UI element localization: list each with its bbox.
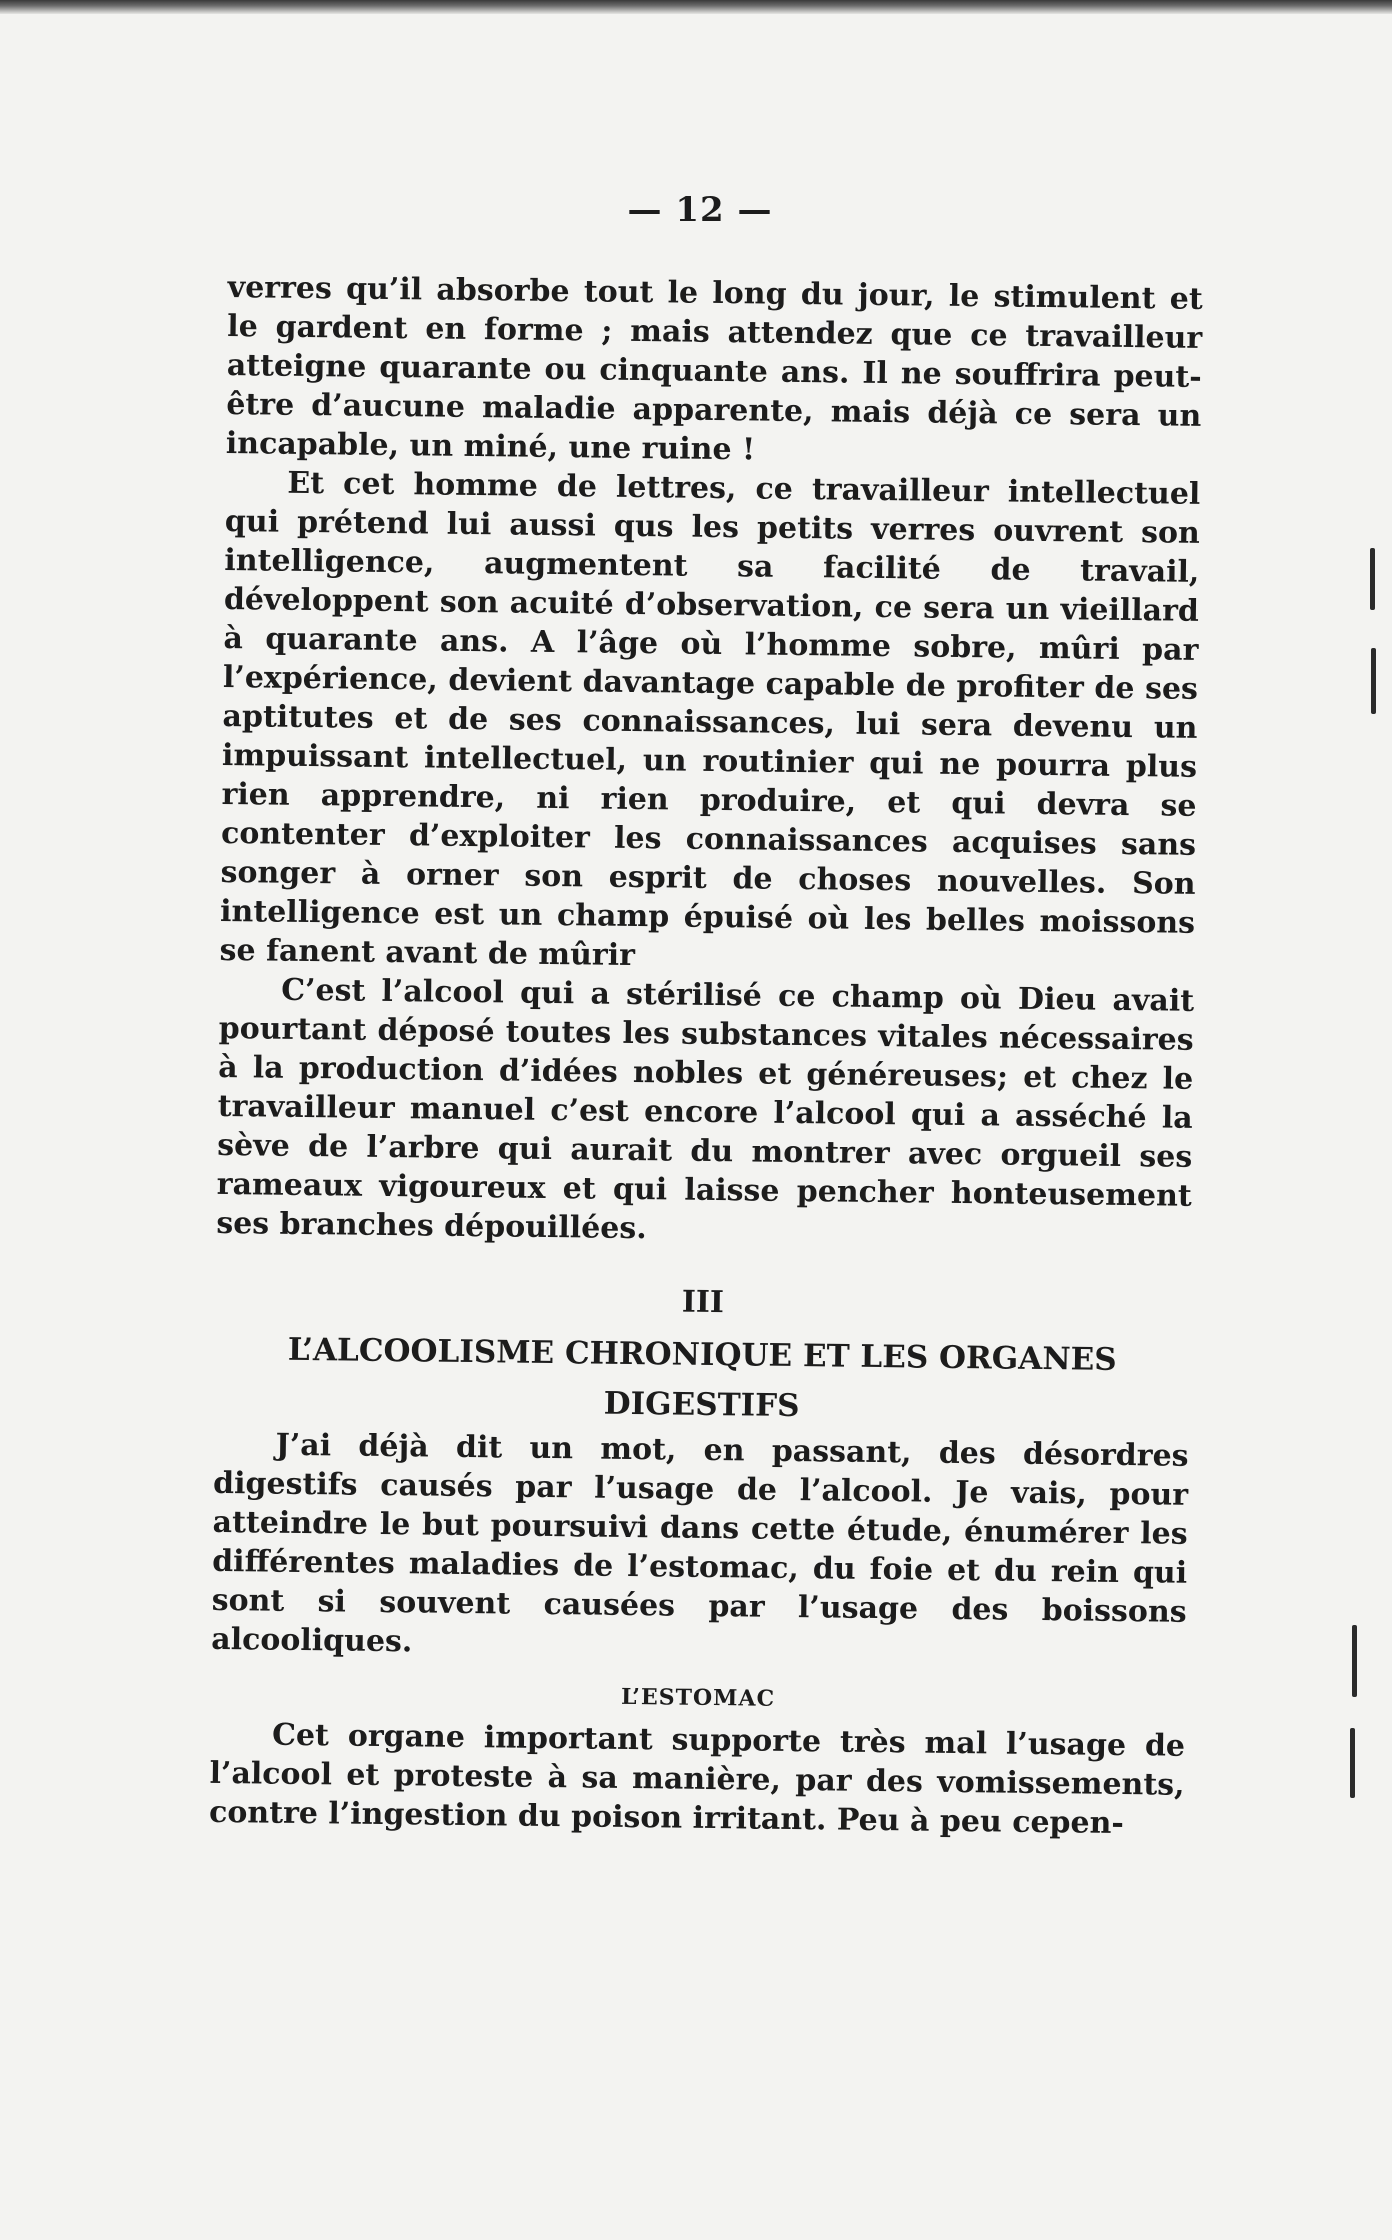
body-text <box>209 268 1203 1844</box>
section-title-line-2: DIGESTIFS <box>603 1385 800 1425</box>
paragraph-4: J’ai déjà dit un mot, en passant, des désordres digestifs causés par l’usage de l’alcool. Je vais, pour atteindre le but poursuivi dans cette étude, énumérer les différentes maladies de l’estomac, du foie et du rein qui sont si souvent causées par l’usage des boissons alcooliques. <box>211 1427 1189 1660</box>
margin-mark-3 <box>1352 1625 1357 1697</box>
book-page <box>200 160 1203 2160</box>
paragraph-5: Cet organe important supporte très mal l’usage de l’alcool et proteste à sa manière, par des vomissements, contre l’ingestion du poison irritant. Peu à peu cepen- <box>208 1717 1186 1842</box>
paragraph-3: C’est l’alcool qui a stérilisé ce champ où Dieu avait pourtant déposé toutes les substances vitales nécessaires à la production d’idées nobles et généreuses; et chez le travailleur manuel c’est encore l’alcool qui a asséché la sève de l’arbre qui aurait du montrer avec orgueil ses rameaux vigoureux et qui laisse pencher honteusement ses branches dépouillées. <box>216 972 1195 1247</box>
paragraph-2: Et cet homme de lettres, ce travailleur intellectuel qui prétend lui aussi qus les petits verres ouvrent son intelligence, augmentent sa facilité de travail, développent son acuité d’observation, ce sera un vieillard à quarante ans. A l’âge où l’homme sobre, mûri par l’expérience, devient davantage capable de profiter de ses aptitutes et de ses connaissances, lui sera devenu un impuissant intellectuel, un routinier qui ne pourra plus rien apprendre, ni rien produire, et qui devra se contenter d’exploiter les connaissances acquises sans songer à orner son esprit de choses nouvelles. Son intelligence est un champ épuisé où les belles moissons se fanent avant de mûrir <box>219 465 1201 974</box>
paragraph-1: verres qu’il absorbe tout le long du jour, le stimulent et le gardent en forme ; mais attendez que ce travailleur atteigne quarante ou cinquante ans. Il ne souffrira peut-être d’aucune maladie apparente, mais déjà ce sera un incapable, un miné, une ruine ! <box>225 269 1203 468</box>
section-number: III <box>681 1284 725 1321</box>
page-number: — 12 — <box>627 190 773 230</box>
margin-mark-1 <box>1370 548 1375 610</box>
subheading-estomac: L’ESTOMAC <box>620 1683 776 1712</box>
section-title-line-1: L’ALCOOLISME CHRONIQUE ET LES ORGANES <box>287 1331 1117 1378</box>
margin-mark-4 <box>1350 1728 1355 1798</box>
scan-top-edge <box>0 0 1392 14</box>
margin-mark-2 <box>1371 648 1376 714</box>
